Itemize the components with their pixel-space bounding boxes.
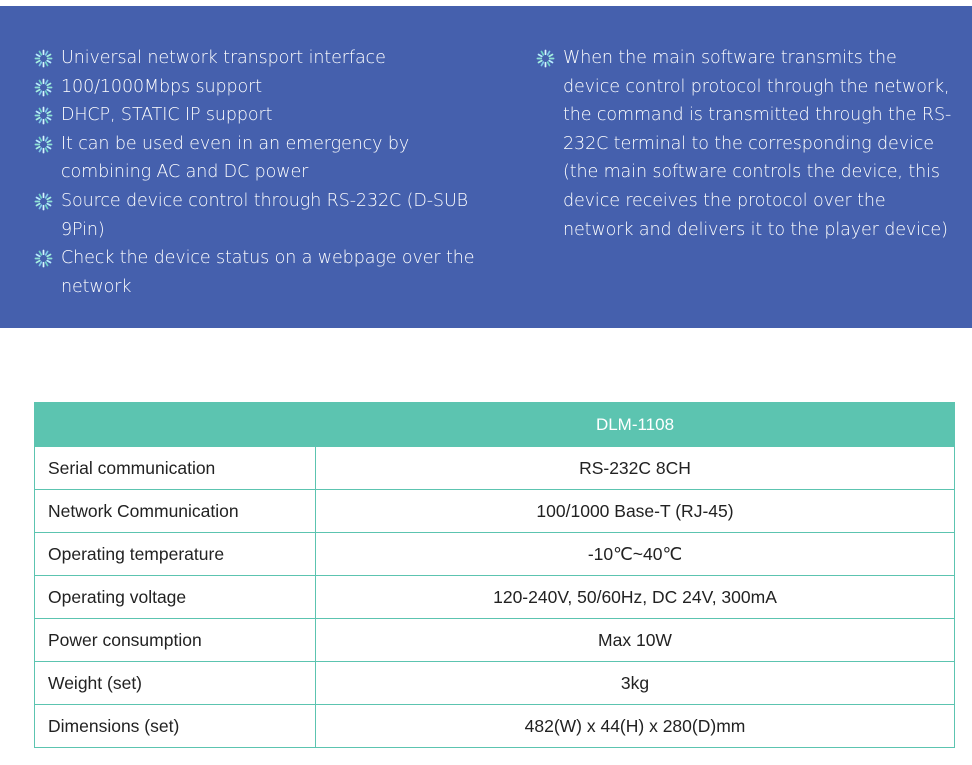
sparkle-ring-icon — [34, 78, 53, 97]
table-row — [35, 662, 955, 705]
table-row — [35, 619, 955, 662]
spec-label: Operating temperature — [35, 533, 316, 576]
spec-table — [34, 402, 955, 748]
header-blank-cell — [35, 403, 316, 447]
spec-value: Max 10W — [316, 619, 955, 662]
table-row — [35, 447, 955, 490]
sparkle-ring-icon — [34, 135, 53, 154]
feature-item: When the main software transmits the device control protocol through the network, the command is transmitted through the RS-232C terminal to the corresponding device (the main software controls the device, this device receives the protocol over the network and delivers it to the player device) — [536, 44, 956, 244]
feature-item: DHCP, STATIC IP support — [34, 101, 484, 130]
feature-item: Universal network transport interface — [34, 44, 484, 73]
sparkle-ring-icon — [34, 249, 53, 268]
spec-label: Weight (set) — [35, 662, 316, 705]
spec-value: -10℃~40℃ — [316, 533, 955, 576]
table-row — [35, 533, 955, 576]
spec-label: Power consumption — [35, 619, 316, 662]
feature-item: Source device control through RS-232C (D-SUB 9Pin) — [34, 187, 484, 244]
spec-label: Network Communication — [35, 490, 316, 533]
feature-item: Check the device status on a webpage over the network — [34, 244, 484, 301]
feature-banner — [0, 6, 972, 328]
table-header-row — [35, 403, 955, 447]
spec-label: Operating voltage — [35, 576, 316, 619]
sparkle-ring-icon — [34, 106, 53, 125]
model-header: DLM-1108 — [316, 403, 955, 447]
spec-value: 3kg — [316, 662, 955, 705]
feature-list-left — [34, 44, 484, 301]
spec-value: 482(W) x 44(H) x 280(D)mm — [316, 705, 955, 748]
feature-item: 100/1000Mbps support — [34, 73, 484, 102]
spec-value: RS-232C 8CH — [316, 447, 955, 490]
feature-list-right — [536, 44, 956, 244]
spec-label: Serial communication — [35, 447, 316, 490]
sparkle-ring-icon — [34, 192, 53, 211]
spec-label: Dimensions (set) — [35, 705, 316, 748]
table-row — [35, 705, 955, 748]
table-row — [35, 576, 955, 619]
sparkle-ring-icon — [536, 49, 555, 68]
table-row — [35, 490, 955, 533]
spec-value: 120-240V, 50/60Hz, DC 24V, 300mA — [316, 576, 955, 619]
feature-item: It can be used even in an emergency by combining AC and DC power — [34, 130, 484, 187]
spec-value: 100/1000 Base-T (RJ-45) — [316, 490, 955, 533]
sparkle-ring-icon — [34, 49, 53, 68]
